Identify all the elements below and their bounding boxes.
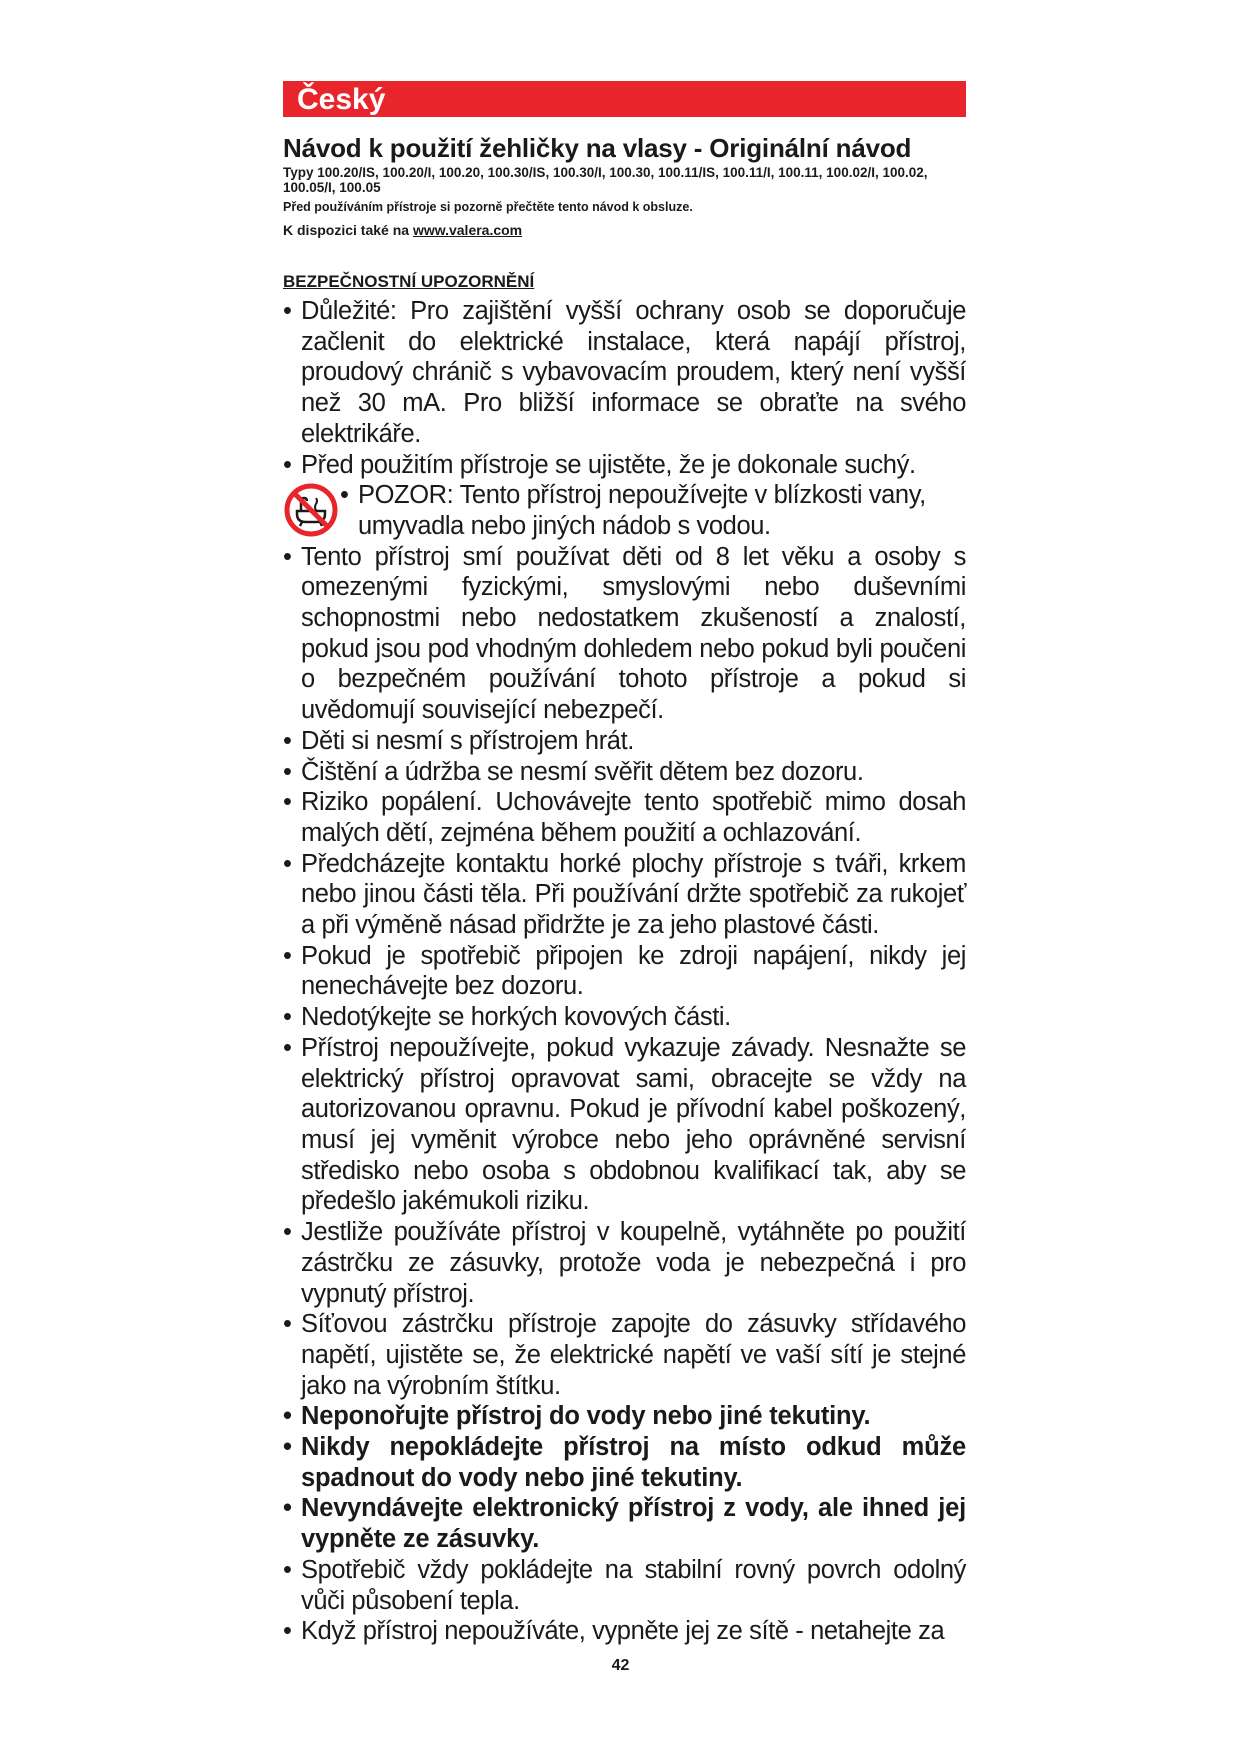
availability-prefix: K dispozici také na bbox=[283, 222, 413, 238]
warning-item: • Spotřebič vždy pokládejte na stabilní rovný povrch odolný vůči působení tepla. bbox=[283, 1555, 966, 1616]
language-label: Český bbox=[297, 83, 386, 116]
warning-item: • Důležité: Pro zajištění vyšší ochrany osob se doporučuje začlenit do elektrické instalace, která napájí přístroj, proudový chránič s vybavovacím proudem, který není vyšší než 30 mA. Pro bližší informace se obraťte na svého elektrikáře. bbox=[283, 296, 966, 450]
section-heading: BEZPEČNOSTNÍ UPOZORNĚNÍ bbox=[283, 272, 535, 291]
warning-item: • Tento přístroj smí používat děti od 8 let věku a osoby s omezenými fyzickými, smyslovými nebo duševními schopnostmi nebo nedostatkem zkušeností a znalostí, pokud jsou pod vhodným dohledem nebo pokud byli poučeni o bezpečném používání tohoto přístroje a pokud si uvědomují související nebezpečí. bbox=[283, 542, 966, 726]
no-bathtub-icon bbox=[283, 482, 339, 538]
warning-item: • Přístroj nepoužívejte, pokud vykazuje závady. Nesnažte se elektrický přístroj opravovat sami, obracejte se vždy na autorizovanou opravnu. Pokud je přívodní kabel poškozený, musí jej vyměnit výrobce nebo jeho oprávněné servisní středisko nebo osoba s obdobnou kvalifikací tak, aby se předešlo jakémukoli riziku. bbox=[283, 1033, 966, 1217]
warning-item: • Čištění a údržba se nesmí svěřit dětem bez dozoru. bbox=[283, 757, 966, 788]
warning-item: • Předcházejte kontaktu horké plochy přístroje s tváři, krkem nebo jinou části těla. Při používání držte spotřebič za rukojeť a při výměně násad přidržte je za jeho plastové části. bbox=[283, 849, 966, 941]
manual-page bbox=[283, 81, 966, 1647]
warning-item-bold: • Nikdy nepokládejte přístroj na místo odkud může spadnout do vody nebo jiné tekutiny. bbox=[283, 1432, 966, 1493]
warning-item-bold: • Neponořujte přístroj do vody nebo jiné tekutiny. bbox=[283, 1401, 966, 1432]
model-types: Typy 100.20/IS, 100.20/I, 100.20, 100.30/IS, 100.30/I, 100.30, 100.11/IS, 100.11/I, 100.11, 100.02/I, 100.02, 100.05/I, 100.05 bbox=[283, 165, 928, 195]
warning-item: • Nedotýkejte se horkých kovových části. bbox=[283, 1002, 966, 1033]
warning-item: • Riziko popálení. Uchovávejte tento spotřebič mimo dosah malých dětí, zejména během použití a ochlazování. bbox=[283, 787, 966, 848]
warning-item: • Síťovou zástrčku přístroje zapojte do zásuvky střídavého napětí, ujistěte se, že elektrické napětí ve vaší sítí je stejné jako na výrobním štítku. bbox=[283, 1309, 966, 1401]
availability-line bbox=[283, 222, 966, 238]
warning-item: • Děti si nesmí s přístrojem hrát. bbox=[283, 726, 966, 757]
warning-item: • Pokud je spotřebič připojen ke zdroji napájení, nikdy jej nenechávejte bez dozoru. bbox=[283, 941, 966, 1002]
warning-item-bath bbox=[283, 480, 966, 541]
warning-item: • Když přístroj nepoužíváte, vypněte jej ze sítě - netahejte za bbox=[283, 1616, 966, 1647]
warning-item-bold: • Nevyndávejte elektronický přístroj z vody, ale ihned jej vypněte ze zásuvky. bbox=[283, 1493, 966, 1554]
warning-item: • Před použitím přístroje se ujistěte, že je dokonale suchý. bbox=[283, 450, 966, 481]
warning-item-text: POZOR: Tento přístroj nepoužívejte v blízkosti vany, umyvadla nebo jiných nádob s vodou. bbox=[358, 481, 926, 540]
website-link[interactable]: www.valera.com bbox=[412, 222, 523, 238]
read-instructions-note: Před používáním přístroje si pozorně přečtěte tento návod k obsluze. bbox=[283, 200, 693, 214]
warning-item: • Jestliže používáte přístroj v koupelně, vytáhněte po použití zástrčku ze zásuvky, protože voda je nebezpečná i pro vypnutý přístroj. bbox=[283, 1217, 966, 1309]
warning-list bbox=[283, 296, 966, 1647]
page-title: Návod k použití žehličky na vlasy - Originální návod bbox=[283, 133, 912, 163]
page-number: 42 bbox=[611, 1657, 630, 1674]
language-bar bbox=[283, 81, 966, 117]
